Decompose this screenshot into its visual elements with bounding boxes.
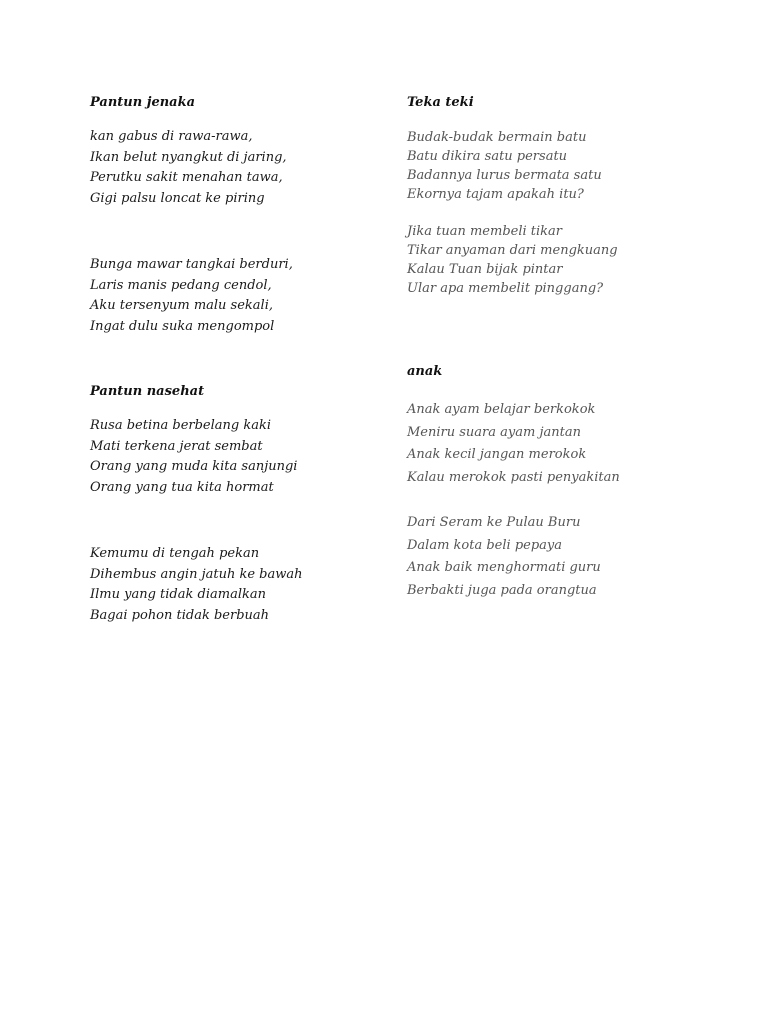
stanza-nasehat-1	[90, 416, 297, 498]
stanza-line: Kemumu di tengah pekan	[90, 546, 260, 561]
stanza-line: Anak kecil jangan merokok	[407, 447, 587, 463]
stanza-jenaka-2	[90, 255, 293, 337]
stanza-line: Laris manis pedang cendol,	[90, 277, 272, 293]
stanza-line: Ular apa membelit pinggang?	[407, 281, 604, 296]
stanza-line: kan gabus di rawa-rawa,	[90, 129, 253, 144]
stanza-nasehat-2	[90, 544, 303, 626]
stanza-line: Jika tuan membeli tikar	[407, 224, 563, 239]
stanza-line: Dalam kota beli pepaya	[407, 537, 562, 553]
stanza-line: Anak baik menghormati guru	[407, 560, 601, 576]
stanza-line: Budak-budak bermain batu	[407, 130, 587, 145]
stanza-line: Gigi palsu loncat ke piring	[90, 190, 265, 206]
stanza-line: Dari Seram ke Pulau Buru	[407, 515, 581, 530]
stanza-line: Anak ayam belajar berkokok	[407, 402, 596, 417]
stanza-line: Meniru suara ayam jantan	[407, 424, 581, 440]
stanza-teka-teki-2	[407, 222, 618, 298]
stanza-line: Bunga mawar tangkai berduri,	[90, 257, 293, 272]
stanza-line: Orang yang tua kita hormat	[90, 479, 274, 495]
stanza-line: Perutku sakit menahan tawa,	[90, 170, 283, 185]
stanza-line: Badannya lurus bermata satu	[407, 168, 602, 183]
stanza-line: Dihembus angin jatuh ke bawah	[90, 566, 303, 582]
heading-teka-teki: Teka teki	[407, 95, 474, 110]
heading-anak: anak	[407, 364, 443, 379]
stanza-line: Ilmu yang tidak diamalkan	[90, 587, 266, 602]
stanza-line: Orang yang muda kita sanjungi	[90, 459, 298, 474]
stanza-line: Tikar anyaman dari mengkuang	[407, 243, 618, 258]
heading-pantun-nasehat: Pantun nasehat	[90, 384, 205, 399]
stanza-line: Mati terkena jerat sembat	[90, 438, 263, 454]
stanza-teka-teki-1	[407, 128, 602, 204]
stanza-line: Ikan belut nyangkut di jaring,	[90, 149, 287, 165]
stanza-line: Berbakti juga pada orangtua	[407, 583, 597, 599]
stanza-line: Ingat dulu suka mengompol	[90, 318, 275, 334]
stanza-line: Kalau Tuan bijak pintar	[407, 262, 563, 277]
stanza-line: Kalau merokok pasti penyakitan	[407, 470, 620, 486]
stanza-line: Batu dikira satu persatu	[407, 149, 568, 164]
stanza-line: Aku tersenyum malu sekali,	[90, 298, 273, 313]
stanza-anak-2	[407, 512, 601, 603]
stanza-line: Rusa betina berbelang kaki	[90, 418, 272, 433]
stanza-line: Ekornya tajam apakah itu?	[407, 187, 584, 202]
stanza-anak-1	[407, 399, 620, 490]
stanza-line: Bagai pohon tidak berbuah	[90, 607, 270, 623]
stanza-jenaka-1	[90, 127, 287, 209]
heading-pantun-jenaka: Pantun jenaka	[90, 95, 196, 110]
